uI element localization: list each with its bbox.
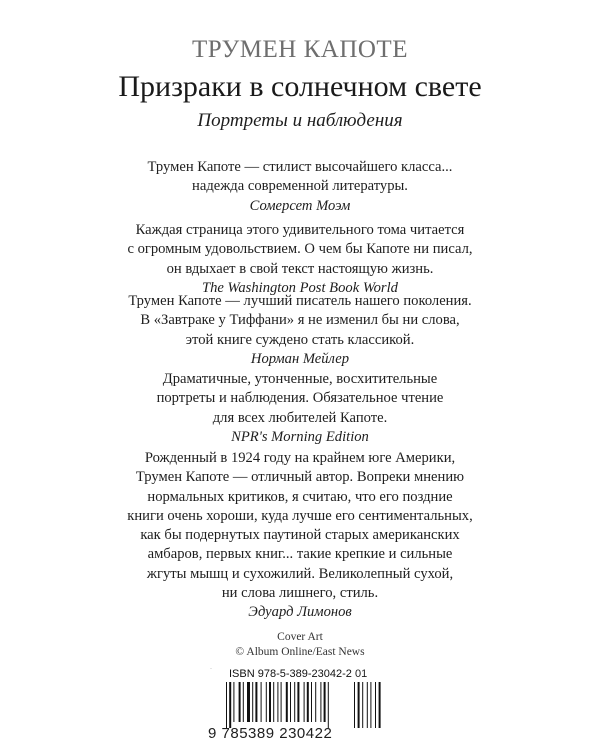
quote-line: надежда современной литературы. [192, 178, 408, 195]
barcode-addon-bar [367, 682, 368, 728]
review-quote [0, 158, 600, 216]
barcode-bar [243, 682, 244, 722]
barcode-bar [304, 682, 305, 722]
quote-line: жгуты мышц и сухожилий. Великолепный сухой, [146, 565, 454, 582]
barcode-bar [320, 682, 321, 722]
book-subtitle: Портреты и наблюдения [197, 110, 403, 131]
quote-attribution: Норман Мейлер [250, 350, 350, 367]
quote-line: с огромным удовольствием. О чем бы Капоте ни писал, [127, 241, 473, 258]
isbn-barcode [208, 665, 402, 743]
barcode-bar [294, 682, 295, 722]
quote-line: Драматичные, утонченные, восхитительные [162, 371, 438, 387]
barcode-bar [252, 682, 253, 722]
barcode-addon-number: 01 [355, 668, 368, 680]
barcode-bar [315, 682, 316, 722]
barcode-bar [269, 682, 271, 722]
review-quote [0, 221, 600, 298]
barcode-bar [286, 682, 288, 722]
barcode-bar [273, 682, 274, 722]
cover-art-label: Cover Art [277, 631, 323, 643]
barcode-bar [229, 682, 231, 728]
book-title: Призраки в солнечном свете [118, 70, 482, 103]
quote-line: Трумен Капоте — лучший писатель нашего поколения. [128, 293, 472, 309]
barcode-bar [281, 682, 282, 722]
barcode-bar [307, 682, 309, 722]
barcode-bar [226, 682, 227, 728]
quote-line: Трумен Капоте — отличный автор. Вопреки мнению [135, 469, 465, 486]
isbn-number: ISBN 978-5-389-23042-2 [229, 668, 352, 680]
quote-line: этой книге суждено стать классикой. [185, 331, 415, 348]
barcode-bar [277, 682, 278, 722]
book-author: ТРУМЕН КАПОТЕ [192, 36, 408, 63]
barcode-addon-bar [375, 682, 376, 728]
quote-line: нормальных критиков, я считаю, что его поздние [147, 488, 453, 505]
barcode-bar [233, 682, 234, 722]
quote-line: Трумен Капоте — стилист высочайшего класса... [147, 159, 453, 175]
barcode-addon-bar [379, 682, 381, 728]
barcode-addon-bar [370, 682, 371, 728]
quote-line: Рожденный в 1924 году на крайнем юге Америки, [144, 450, 456, 466]
barcode-bar [328, 682, 329, 728]
barcode-bar [266, 682, 267, 722]
quote-line: как бы подернутых паутиной старых американских [140, 527, 460, 544]
quote-line: Каждая страница этого удивительного тома читается [135, 222, 465, 238]
quote-line: В «Завтраке у Тиффани» я не изменил бы ни слова, [140, 312, 460, 329]
quote-line: портреты и наблюдения. Обязательное чтение [156, 390, 444, 407]
barcode-bar [311, 682, 312, 722]
barcode-bar [239, 682, 241, 722]
quote-attribution: Эдуард Лимонов [248, 604, 352, 621]
barcode-bar [255, 682, 257, 722]
barcode-bars [226, 682, 406, 730]
quote-attribution: Сомерсет Моэм [249, 197, 351, 214]
barcode-bar [297, 682, 299, 722]
barcode-digits: 9 785389 230422 [208, 725, 333, 742]
barcode-addon-bar [362, 682, 363, 728]
quote-line: он вдыхает в свой текст настоящую жизнь. [166, 260, 434, 277]
barcode-bar [324, 682, 326, 722]
barcode-bar [261, 682, 262, 722]
barcode-addon-bar [354, 682, 355, 728]
quote-line: амбаров, первых книг... такие крепкие и сильные [147, 546, 453, 563]
cover-credits [0, 630, 600, 660]
quote-line: книги очень хороши, куда лучше его сентиментальных, [127, 507, 473, 524]
barcode-bar [290, 682, 291, 722]
review-quote [0, 370, 600, 447]
quote-line: для всех любителей Капоте. [212, 409, 388, 426]
barcode-addon-bar [358, 682, 360, 728]
review-quote [0, 292, 600, 369]
cover-art-credit: © Album Online/East News [235, 646, 365, 658]
review-quote [0, 449, 600, 623]
quote-line: ни слова лишнего, стиль. [221, 585, 379, 602]
quote-attribution: NPR's Morning Edition [231, 428, 369, 445]
barcode-bar [247, 682, 250, 722]
quote-attribution: The Washington Post Book World [202, 279, 398, 296]
